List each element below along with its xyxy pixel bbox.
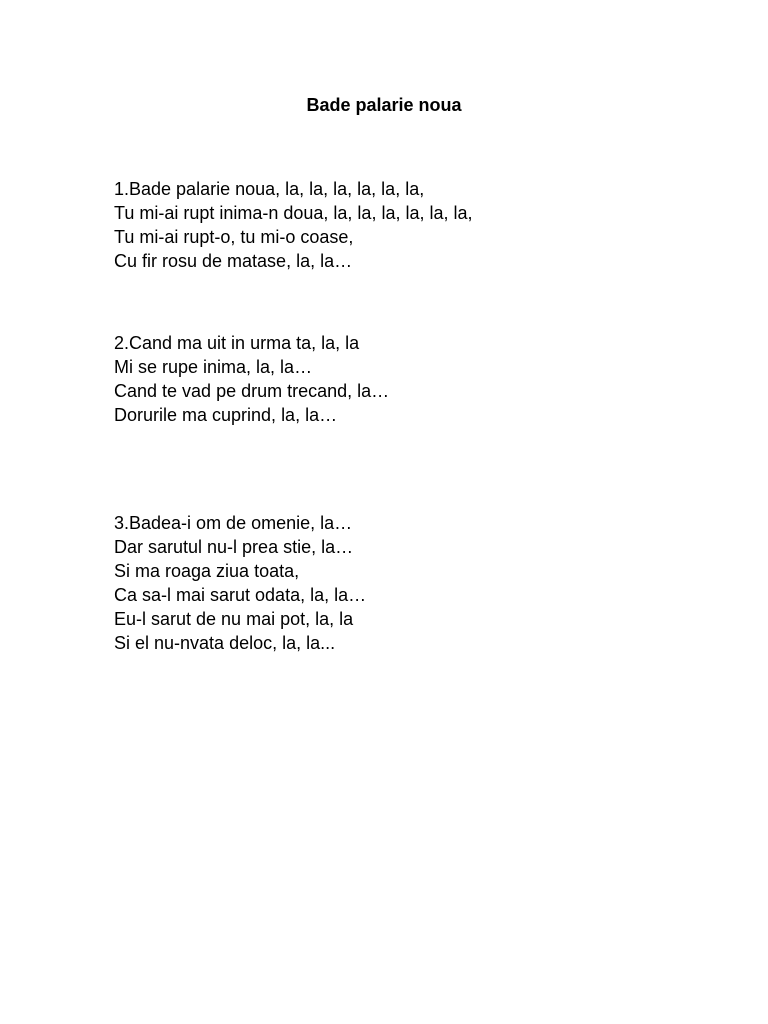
stanza-line: Ca sa-l mai sarut odata, la, la…: [114, 585, 367, 605]
stanza-line: 3.Badea-i om de omenie, la…: [114, 513, 353, 533]
stanza-line: Tu mi-ai rupt-o, tu mi-o coase,: [114, 227, 354, 247]
stanza-2: [114, 331, 389, 427]
stanza-1: [114, 177, 473, 273]
stanza-line: Eu-l sarut de nu mai pot, la, la: [114, 609, 354, 629]
stanza-line: Dorurile ma cuprind, la, la…: [114, 405, 338, 425]
stanza-line: Dar sarutul nu-l prea stie, la…: [114, 537, 354, 557]
stanza-line: 2.Cand ma uit in urma ta, la, la: [114, 333, 360, 353]
stanza-line: Mi se rupe inima, la, la…: [114, 357, 313, 377]
stanza-3: [114, 511, 366, 655]
stanza-line: Tu mi-ai rupt inima-n doua, la, la, la, la, la, la,: [114, 203, 473, 223]
song-title: Bade palarie noua: [306, 95, 462, 115]
stanza-line: Si el nu-nvata deloc, la, la...: [114, 633, 336, 653]
stanza-line: Si ma roaga ziua toata,: [114, 561, 300, 581]
stanza-line: 1.Bade palarie noua, la, la, la, la, la, la,: [114, 179, 425, 199]
stanza-line: Cu fir rosu de matase, la, la…: [114, 251, 353, 271]
stanza-line: Cand te vad pe drum trecand, la…: [114, 381, 390, 401]
